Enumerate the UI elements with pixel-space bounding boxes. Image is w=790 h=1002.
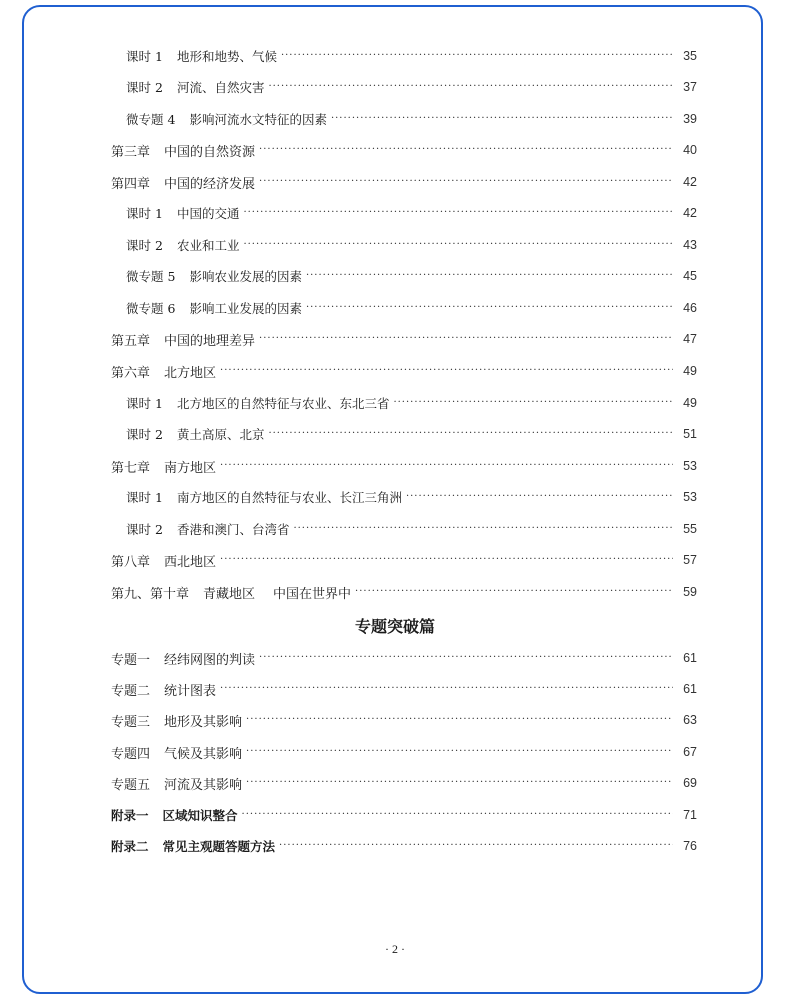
- toc-entry[interactable]: [111, 328, 697, 350]
- toc-entry[interactable]: [111, 647, 697, 669]
- entry-title: 南方地区: [164, 460, 217, 476]
- entry-page: 40: [683, 143, 697, 157]
- entry-label: 课时 2: [126, 427, 163, 442]
- entry-label: 专题四: [111, 746, 151, 762]
- toc-entry[interactable]: [126, 202, 697, 224]
- entry-label: 课时 2: [126, 80, 163, 95]
- toc-entry[interactable]: [111, 804, 697, 826]
- entry-page: 71: [683, 808, 697, 822]
- entry-page: 76: [683, 839, 697, 853]
- entry-title: 黄土高原、北京: [176, 427, 265, 442]
- entry-label: 课时 2: [126, 238, 163, 253]
- entry-label: 第四章: [111, 176, 151, 192]
- entry-page: 67: [683, 745, 697, 759]
- leader-dots: [246, 709, 673, 731]
- entry-title: 气候及其影响: [164, 746, 243, 762]
- entry-page: 57: [683, 553, 697, 567]
- leader-dots: [246, 741, 673, 763]
- entry-title: 河流及其影响: [164, 777, 243, 793]
- toc-entry[interactable]: [126, 45, 697, 67]
- toc-entry[interactable]: [126, 76, 697, 98]
- entry-label: 课时 1: [126, 206, 163, 221]
- entry-title: 常见主观题答题方法: [162, 839, 276, 854]
- entry-label: 微专题 5: [126, 269, 176, 284]
- entry-label: 第三章: [111, 144, 151, 160]
- entry-label: 微专题 4: [126, 112, 176, 127]
- entry-title: 河流、自然灾害: [176, 80, 265, 95]
- entry-title: 区域知识整合: [162, 808, 238, 823]
- entry-page: 45: [683, 269, 697, 283]
- entry-title: 中国的自然资源: [164, 144, 256, 160]
- entry-title: 影响农业发展的因素: [189, 269, 302, 284]
- entry-label: 附录二: [111, 839, 149, 854]
- entry-label: 课时 2: [126, 522, 163, 537]
- entry-title: 中国的经济发展: [164, 176, 256, 192]
- entry-title: 中国的地理差异: [164, 333, 256, 349]
- entry-label: 第六章: [111, 365, 151, 381]
- entry-title: 南方地区的自然特征与农业、长江三角洲: [176, 490, 402, 505]
- entry-label: 专题三: [111, 714, 151, 730]
- entry-page: 53: [683, 459, 697, 473]
- leader-dots: [306, 265, 673, 287]
- entry-title: 农业和工业: [176, 238, 240, 253]
- section-title: 专题突破篇: [354, 617, 435, 636]
- entry-title: 西北地区: [164, 554, 217, 570]
- leader-dots: [279, 835, 673, 857]
- toc-entry[interactable]: [126, 423, 697, 445]
- leader-dots: [220, 678, 673, 700]
- entry-title: 地形及其影响: [164, 714, 243, 730]
- leader-dots: [406, 486, 673, 508]
- entry-page: 61: [683, 651, 697, 665]
- entry-page: 35: [683, 49, 697, 63]
- entry-label: 专题五: [111, 777, 151, 793]
- entry-page: 69: [683, 776, 697, 790]
- entry-label: 专题二: [111, 683, 151, 699]
- entry-title: 北方地区的自然特征与农业、东北三省: [176, 396, 390, 411]
- leader-dots: [242, 804, 673, 826]
- leader-dots: [220, 549, 673, 571]
- entry-page: 61: [683, 682, 697, 696]
- entry-page: 49: [683, 396, 697, 410]
- leader-dots: [220, 360, 673, 382]
- leader-dots: [293, 518, 673, 540]
- leader-dots: [393, 392, 673, 414]
- entry-title: 统计图表: [164, 683, 217, 699]
- toc-entry[interactable]: [111, 772, 697, 794]
- entry-page: 55: [683, 522, 697, 536]
- entry-title: 香港和澳门、台湾省: [176, 522, 290, 537]
- toc-entry[interactable]: [111, 455, 697, 477]
- leader-dots: [243, 234, 673, 256]
- toc-entry[interactable]: [111, 360, 697, 382]
- page-number: · 2 ·: [385, 942, 405, 956]
- toc-entry[interactable]: [111, 709, 697, 731]
- entry-page: 39: [683, 112, 697, 126]
- entry-label: 第八章: [111, 554, 151, 570]
- entry-label: 课时 1: [126, 490, 163, 505]
- leader-dots: [259, 647, 673, 669]
- toc-entry[interactable]: [126, 108, 697, 130]
- leader-dots: [331, 108, 673, 130]
- entry-label: 课时 1: [126, 396, 163, 411]
- entry-title: 中国的交通: [176, 206, 240, 221]
- entry-title: 经纬网图的判读: [164, 652, 256, 668]
- leader-dots: [268, 423, 673, 445]
- toc-entry[interactable]: [126, 265, 697, 287]
- entry-page: 43: [683, 238, 697, 252]
- toc-entry[interactable]: [111, 171, 697, 193]
- entry-label: 第七章: [111, 460, 151, 476]
- entry-page: 42: [683, 175, 697, 189]
- entry-page: 49: [683, 364, 697, 378]
- toc-entry[interactable]: [111, 549, 697, 571]
- entry-label: 第五章: [111, 333, 151, 349]
- entry-page: 63: [683, 713, 697, 727]
- leader-dots: [259, 328, 673, 350]
- leader-dots: [246, 772, 673, 794]
- leader-dots: [306, 297, 673, 319]
- entry-page: 53: [683, 490, 697, 504]
- entry-label: 第九、第十章: [111, 586, 190, 602]
- toc-entry[interactable]: [126, 234, 697, 256]
- entry-title-secondary: 中国在世界中: [273, 586, 352, 602]
- toc-entry[interactable]: [126, 486, 697, 508]
- toc-entry[interactable]: [111, 741, 697, 763]
- entry-label: 专题一: [111, 652, 151, 668]
- toc-entry[interactable]: [111, 139, 697, 161]
- entry-page: 42: [683, 206, 697, 220]
- leader-dots: [281, 45, 673, 67]
- entry-label: 课时 1: [126, 49, 163, 64]
- entry-label: 附录一: [111, 808, 149, 823]
- toc-entry[interactable]: [111, 581, 697, 603]
- entry-title: 影响工业发展的因素: [189, 301, 302, 316]
- entry-page: 51: [683, 427, 697, 441]
- leader-dots: [243, 202, 673, 224]
- entry-page: 37: [683, 80, 697, 94]
- entry-page: 47: [683, 332, 697, 346]
- leader-dots: [355, 581, 673, 603]
- entry-page: 46: [683, 301, 697, 315]
- toc-entry[interactable]: [111, 835, 697, 857]
- leader-dots: [220, 455, 673, 477]
- toc-entry[interactable]: [126, 518, 697, 540]
- leader-dots: [268, 76, 673, 98]
- entry-label: 微专题 6: [126, 301, 176, 316]
- entry-page: 59: [683, 585, 697, 599]
- toc-entry[interactable]: [126, 297, 697, 319]
- entry-title: 北方地区: [164, 365, 217, 381]
- toc-entry[interactable]: [111, 678, 697, 700]
- entry-title: 地形和地势、气候: [176, 49, 277, 64]
- toc-entry[interactable]: [126, 392, 697, 414]
- entry-title: 青藏地区: [203, 586, 256, 602]
- entry-title: 影响河流水文特征的因素: [189, 112, 327, 127]
- leader-dots: [259, 139, 673, 161]
- leader-dots: [259, 171, 673, 193]
